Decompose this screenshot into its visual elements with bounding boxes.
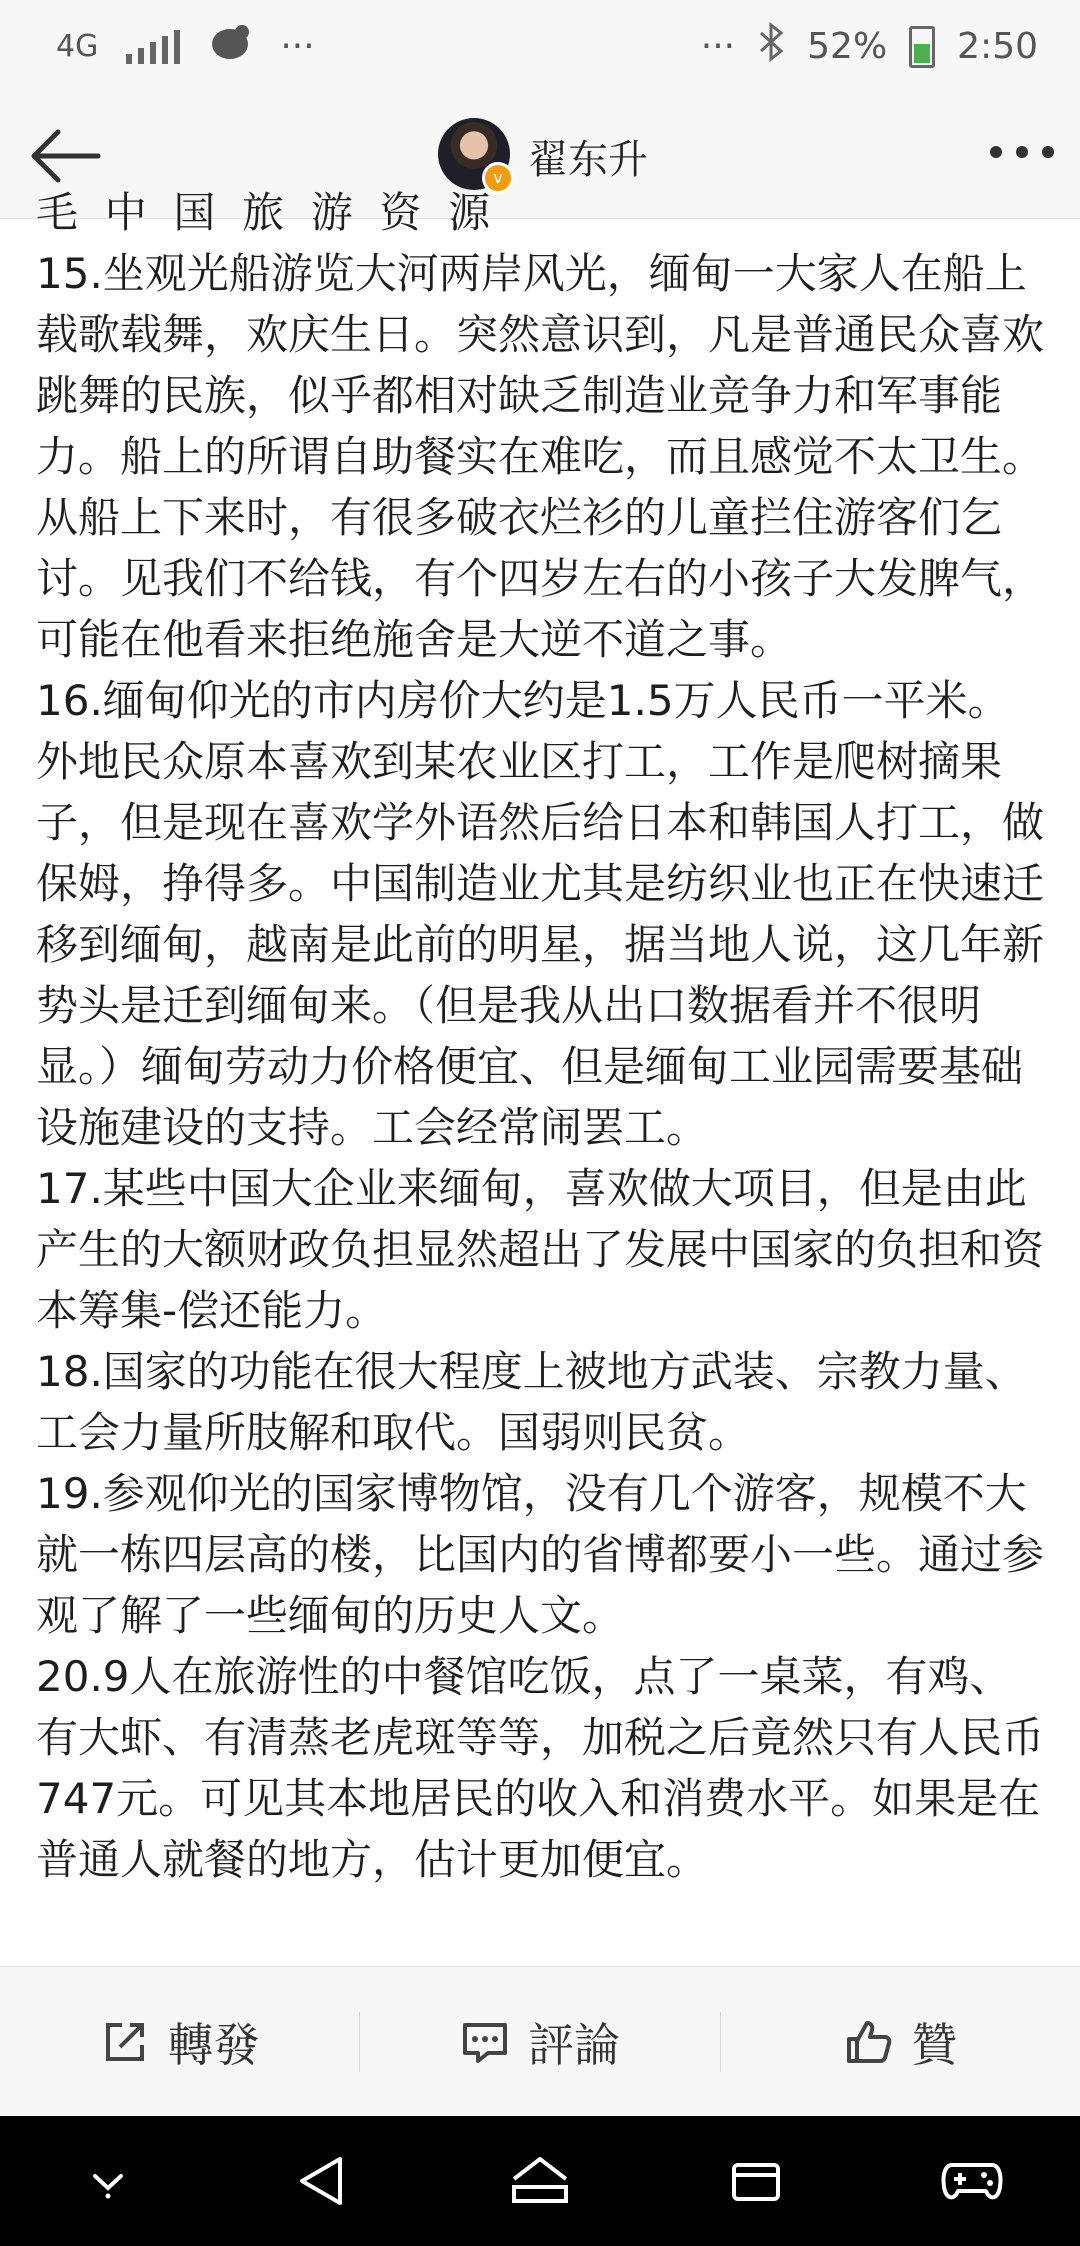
comment-label: 評論 (527, 2018, 620, 2072)
nav-home-button[interactable] (495, 2136, 585, 2226)
thumbs-up-icon (843, 2017, 893, 2067)
status-bar (0, 0, 1080, 90)
notification-app-icon (208, 22, 252, 71)
recents-icon (726, 2151, 786, 2211)
bluetooth-icon (757, 22, 785, 71)
network-type: 4G (56, 29, 99, 64)
game-mode-button[interactable] (927, 2136, 1017, 2226)
battery-percent: 52% (807, 26, 888, 67)
system-nav-bar (0, 2116, 1080, 2246)
back-triangle-icon (294, 2151, 354, 2211)
clock: 2:50 (957, 26, 1038, 67)
username[interactable]: 翟东升 (528, 137, 648, 183)
avatar[interactable] (438, 118, 510, 190)
verified-badge-icon: v (482, 162, 514, 194)
more-status-icon: ··· (700, 26, 736, 67)
more-options-icon[interactable] (990, 146, 1054, 158)
signal-icon (126, 30, 180, 64)
comment-icon (460, 2017, 510, 2067)
gamepad-icon (940, 2151, 1004, 2211)
battery-icon (909, 26, 935, 68)
post-text: 毛 中 国 旅 游 资 源 15.坐观光船游览大河两岸风光，缅甸一大家人在船上载歌载舞，欢庆生日。突然意识到，凡是普通民众喜欢跳舞的民族，似乎都相对缺乏制造业竞争力和军事能力。船上的所谓自助餐实在难吃，而且感觉不太卫生。从船上下来时，有很多破衣烂衫的儿童拦住游客们乞讨。见我们不给钱，有个四岁左右的小孩子大发脾气，可能在他看来拒绝施舍是大逆不道之事。 16.缅甸仰光的市内房价大约是1.5万人民币一平米。外地民众原本喜欢到某农业区打工，工作是爬树摘果子，但是现在喜欢学外语然后给日本和韩国人打工，做保姆，挣得多。中国制造业尤其是纺织业也正在快速迁移到缅甸，越南是此前的明星，据当地人说，这几年新势头是迁到缅甸来。（但是我从出口数据看并不很明显。）缅甸劳动力价格便宜、但是缅甸工业园需要基础设施建设的支持。工会经常闹罢工。 17.某些中国大企业来缅甸，喜欢做大项目，但是由此产生的大额财政负担显然超出了发展中国家的负担和资本筹集-偿还能力。 18.国家的功能在很大程度上被地方武装、宗教力量、工会力量所肢解和取代。国弱则民贫。 19.参观仰光的国家博物馆，没有几个游客，规模不大就一栋四层高的楼，比国内的省博都要小一些。通过参观了解了一些缅甸的历史人文。 20.9人在旅游性的中餐馆吃饭，点了一桌菜，有鸡、有大虾、有清蒸老虎斑等等，加税之后竟然只有人民币747元。可见其本地居民的收入和消费水平。如果是在普通人就餐的地方，估计更加便宜。 (36, 188, 1045, 1884)
home-icon (508, 2151, 572, 2211)
hide-nav-button[interactable] (63, 2136, 153, 2226)
nav-back-button[interactable] (279, 2136, 369, 2226)
share-icon (100, 2017, 150, 2067)
like-label: 贊 (911, 2018, 958, 2072)
repost-button[interactable] (0, 1967, 359, 2117)
post-content (0, 188, 1080, 1966)
comment-button[interactable] (360, 1967, 719, 2117)
nav-recents-button[interactable] (711, 2136, 801, 2226)
like-button[interactable] (721, 1967, 1080, 2117)
more-notifications-icon: ··· (280, 26, 315, 67)
action-bar (0, 1966, 1080, 2117)
repost-label: 轉發 (167, 2018, 260, 2072)
chevron-down-icon (83, 2156, 133, 2206)
